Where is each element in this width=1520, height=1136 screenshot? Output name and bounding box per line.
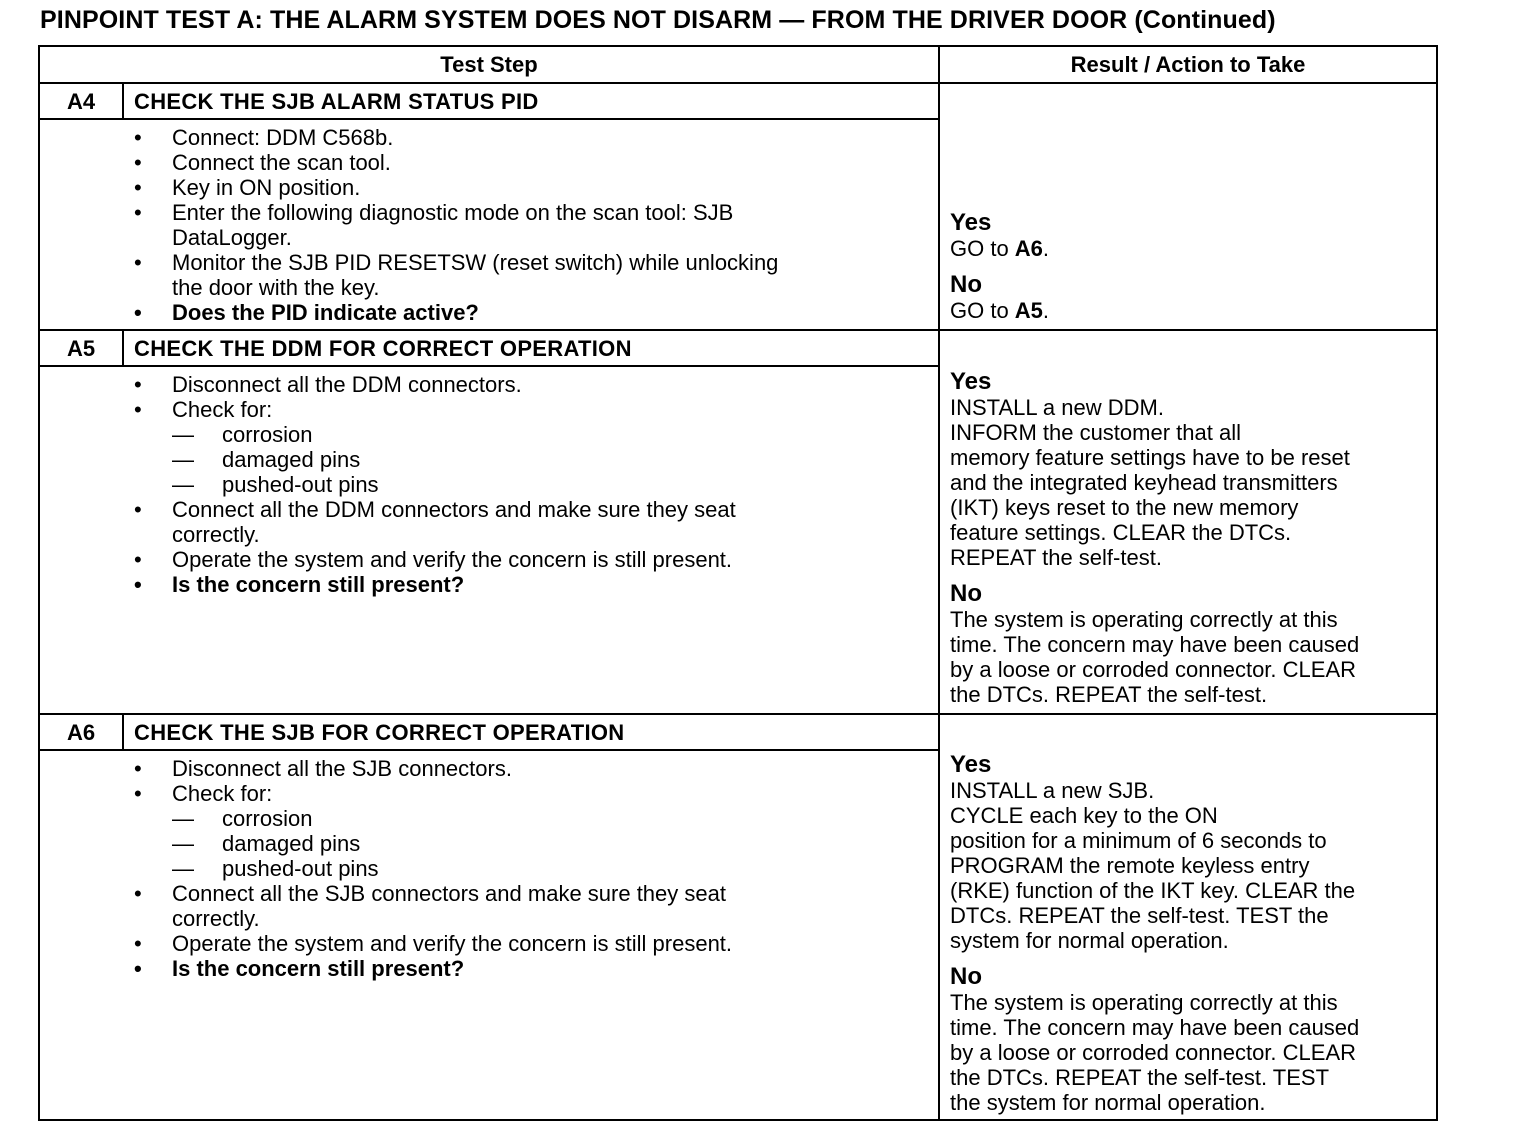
- yes-label: Yes: [950, 751, 992, 778]
- list-item: • Monitor the SJB PID RESETSW (reset switch) while unlocking: [134, 250, 778, 275]
- a5-id-divider: [122, 331, 124, 367]
- a6-title-divider: [40, 749, 938, 751]
- result-line: DTCs. REPEAT the self-test. TEST the: [950, 903, 1329, 928]
- list-item: • Enter the following diagnostic mode on the scan tool: SJB: [134, 200, 778, 225]
- result-line: memory feature settings have to be reset: [950, 445, 1350, 470]
- a4-bottom-divider: [40, 329, 1436, 331]
- list-item-question: • Is the concern still present?: [134, 956, 732, 981]
- list-item: • Check for:: [134, 781, 732, 806]
- list-item: correctly.: [172, 906, 260, 931]
- step-id-a4: A4: [66, 89, 96, 114]
- list-subitem: — pushed-out pins: [134, 472, 736, 497]
- result-line: The system is operating correctly at this: [950, 607, 1338, 632]
- yes-label: Yes: [950, 209, 992, 236]
- step-id-a6: A6: [66, 720, 96, 745]
- list-item: • Disconnect all the DDM connectors.: [134, 372, 736, 397]
- step-a5-result: [950, 369, 1359, 707]
- result-line: GO to A5.: [950, 298, 1050, 323]
- list-item-question: • Is the concern still present?: [134, 572, 736, 597]
- no-label: No: [950, 580, 982, 607]
- list-subitem: — pushed-out pins: [134, 856, 732, 881]
- result-line: the DTCs. REPEAT the self-test. TEST: [950, 1065, 1330, 1090]
- list-item: the door with the key.: [172, 275, 380, 300]
- list-item-question: • Does the PID indicate active?: [134, 300, 778, 325]
- header-divider: [40, 82, 1436, 84]
- step-title-a5: CHECK THE DDM FOR CORRECT OPERATION: [134, 336, 632, 361]
- list-item: • Operate the system and verify the concern is still present.: [134, 547, 736, 572]
- list-subitem: — corrosion: [134, 422, 736, 447]
- result-line: REPEAT the self-test.: [950, 545, 1162, 570]
- list-item: correctly.: [172, 522, 260, 547]
- step-id-a5: A5: [66, 336, 96, 361]
- no-label: No: [950, 271, 982, 298]
- column-divider: [938, 47, 940, 1119]
- result-line: time. The concern may have been caused: [950, 1015, 1360, 1040]
- result-line: (IKT) keys reset to the new memory: [950, 495, 1299, 520]
- result-line: INSTALL a new SJB.: [950, 778, 1155, 803]
- list-item: • Check for:: [134, 397, 736, 422]
- step-a4-result: [950, 210, 1049, 323]
- page-title: PINPOINT TEST A: THE ALARM SYSTEM DOES NOT DISARM — FROM THE DRIVER DOOR (Continued): [40, 6, 1276, 34]
- step-a4-instructions: [134, 125, 778, 325]
- no-label: No: [950, 963, 982, 990]
- result-line: the DTCs. REPEAT the self-test.: [950, 682, 1268, 707]
- result-line: system for normal operation.: [950, 928, 1229, 953]
- a4-id-divider: [122, 84, 124, 120]
- list-item: • Connect all the SJB connectors and make sure they seat: [134, 881, 732, 906]
- list-item: • Operate the system and verify the concern is still present.: [134, 931, 732, 956]
- step-a6-instructions: [134, 756, 732, 981]
- result-line: and the integrated keyhead transmitters: [950, 470, 1338, 495]
- result-line: PROGRAM the remote keyless entry: [950, 853, 1310, 878]
- list-item: • Connect: DDM C568b.: [134, 125, 778, 150]
- a6-id-divider: [122, 715, 124, 751]
- step-a5-instructions: [134, 372, 736, 597]
- list-item: • Key in ON position.: [134, 175, 778, 200]
- result-line: position for a minimum of 6 seconds to: [950, 828, 1327, 853]
- result-line: INFORM the customer that all: [950, 420, 1241, 445]
- result-line: by a loose or corroded connector. CLEAR: [950, 1040, 1357, 1065]
- a4-title-divider: [40, 118, 938, 120]
- list-subitem: — damaged pins: [134, 447, 736, 472]
- step-title-a6: CHECK THE SJB FOR CORRECT OPERATION: [134, 720, 625, 745]
- list-item: • Connect all the DDM connectors and make sure they seat: [134, 497, 736, 522]
- result-line: CYCLE each key to the ON: [950, 803, 1218, 828]
- yes-label: Yes: [950, 368, 992, 395]
- list-subitem: — damaged pins: [134, 831, 732, 856]
- step-a6-result: [950, 752, 1359, 1115]
- result-line: (RKE) function of the IKT key. CLEAR the: [950, 878, 1356, 903]
- list-item: DataLogger.: [172, 225, 292, 250]
- header-test-step: Test Step: [440, 52, 538, 77]
- list-subitem: — corrosion: [134, 806, 732, 831]
- result-line: time. The concern may have been caused: [950, 632, 1360, 657]
- list-item: • Connect the scan tool.: [134, 150, 778, 175]
- step-title-a4: CHECK THE SJB ALARM STATUS PID: [134, 89, 539, 114]
- result-line: feature settings. CLEAR the DTCs.: [950, 520, 1292, 545]
- result-line: INSTALL a new DDM.: [950, 395, 1164, 420]
- result-line: by a loose or corroded connector. CLEAR: [950, 657, 1357, 682]
- list-item: • Disconnect all the SJB connectors.: [134, 756, 732, 781]
- result-line: GO to A6.: [950, 236, 1050, 261]
- pinpoint-test-table: [38, 45, 1438, 1121]
- result-line: The system is operating correctly at this: [950, 990, 1338, 1015]
- a5-bottom-divider: [40, 713, 1436, 715]
- result-line: the system for normal operation.: [950, 1090, 1266, 1115]
- a5-title-divider: [40, 365, 938, 367]
- header-result-action: Result / Action to Take: [1070, 52, 1306, 77]
